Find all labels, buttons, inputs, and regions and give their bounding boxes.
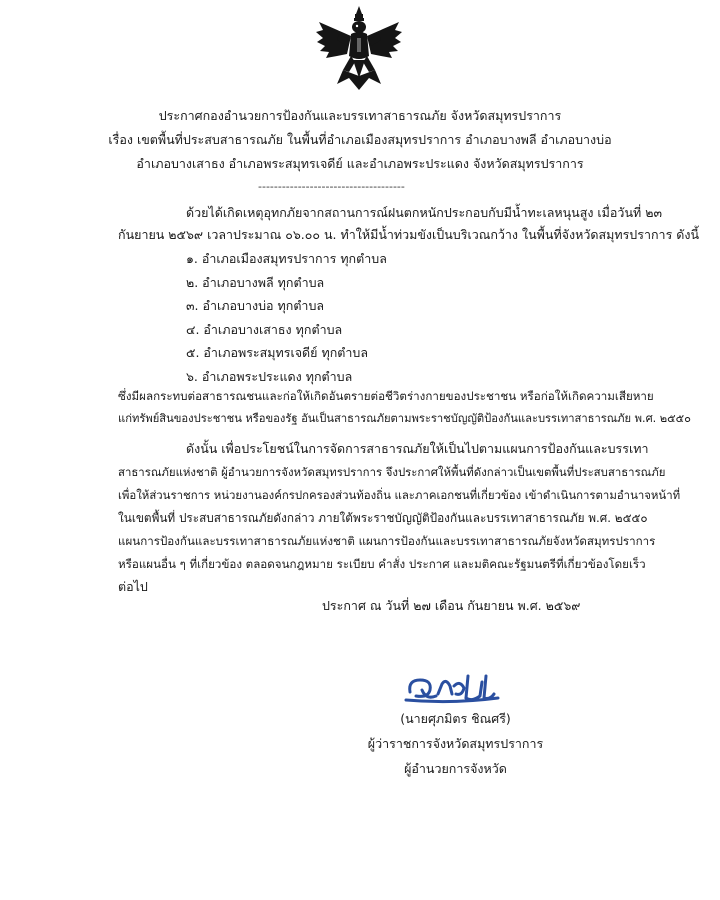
declaration-line-4: ในเขตพื้นที่ ประสบสาธารณภัยดังกล่าว ภายใต้พระราชบัญญัติป้องกันและบรรเทาสาธารณภัย พ.ศ. ๒๕๕๐ xyxy=(118,511,648,525)
declaration-line-3: เพื่อให้ส่วนราชการ หน่วยงานองค์กรปกครองส่วนท้องถิ่น และภาคเอกชนที่เกี่ยวข้อง เข้าดำเนินการตามอำนาจหน้าที่ xyxy=(118,488,681,502)
impact-line-2: แก่ทรัพย์สินของประชาชน หรือของรัฐ อันเป็นสาธารณภัยตามพระราชบัญญัติป้องกันและบรรเทาสาธารณภัย พ.ศ. ๒๕๕๐ xyxy=(118,412,691,425)
list-item: ๖. อำเภอพระประแดง ทุกตำบล xyxy=(186,368,353,384)
header-subject-line-1: เรื่อง เขตพื้นที่ประสบสาธารณภัย ในพื้นที่อำเภอเมืองสมุทรปราการ อำเภอบางพลี อำเภอบางบ่อ xyxy=(108,132,612,147)
header-separator: ------------------------------------- xyxy=(258,180,405,193)
declaration-line-1: ดังนั้น เพื่อประโยชน์ในการจัดการสาธารณภัยให้เป็นไปตามแผนการป้องกันและบรรเทา xyxy=(186,441,649,456)
header-subject-line-2: อำเภอบางเสาธง อำเภอพระสมุทรเจดีย์ และอำเภอพระประแดง จังหวัดสมุทรปราการ xyxy=(136,156,584,171)
list-item: ๒. อำเภอบางพลี ทุกตำบล xyxy=(186,274,325,290)
signer-name: (นายศุภมิตร ชิณศรี) xyxy=(400,711,511,726)
impact-line-1: ซึ่งมีผลกระทบต่อสาธารณชนและก่อให้เกิดอันตรายต่อชีวิตร่างกายของประชาชน หรือก่อให้เกิดความเสียหาย xyxy=(118,389,654,403)
declaration-line-7: ต่อไป xyxy=(118,579,148,594)
announcement-date: ประกาศ ณ วันที่ ๒๗ เดือน กันยายน พ.ศ. ๒๕๖๙ xyxy=(322,598,581,613)
list-item: ๕. อำเภอพระสมุทรเจดีย์ ทุกตำบล xyxy=(186,345,368,360)
declaration-line-6: หรือแผนอื่น ๆ ที่เกี่ยวข้อง ตลอดจนกฎหมาย ระเบียบ คำสั่ง ประกาศ และมติคณะรัฐมนตรีที่เกี่ยวข้องโดยเร็ว xyxy=(118,557,646,571)
signer-block xyxy=(348,706,563,781)
garuda-emblem-icon xyxy=(313,4,405,92)
list-item: ๑. อำเภอเมืองสมุทรปราการ ทุกตำบล xyxy=(186,251,387,266)
handwritten-signature xyxy=(402,668,512,706)
signer-title-governor: ผู้ว่าราชการจังหวัดสมุทรปราการ xyxy=(367,736,544,751)
announcement-header xyxy=(70,104,650,176)
header-title: ประกาศกองอำนวยการป้องกันและบรรเทาสาธารณภัย จังหวัดสมุทรปราการ xyxy=(158,108,562,123)
list-item: ๓. อำเภอบางบ่อ ทุกตำบล xyxy=(186,298,325,313)
declaration-line-5: แผนการป้องกันและบรรเทาสาธารณภัยแห่งชาติ แผนการป้องกันและบรรเทาสาธารณภัยจังหวัดสมุทรปราการ xyxy=(118,534,656,548)
intro-line-2: กันยายน ๒๕๖๙ เวลาประมาณ ๐๖.๐๐ น. ทำให้มีน้ำท่วมขังเป็นบริเวณกว้าง ในพื้นที่จังหวัดสมุทรปราการ ดังนี้ xyxy=(118,227,700,242)
signer-title-director: ผู้อำนวยการจังหวัด xyxy=(404,761,507,776)
intro-line-1: ด้วยได้เกิดเหตุอุทกภัยจากสถานการณ์ฝนตกหนักประกอบกับมีน้ำทะเลหนุนสูง เมื่อวันที่ ๒๓ xyxy=(186,205,662,220)
declaration-line-2: สาธารณภัยแห่งชาติ ผู้อำนวยการจังหวัดสมุทรปราการ จึงประกาศให้พื้นที่ดังกล่าวเป็นเขตพื้นที่ประสบสาธารณภัย xyxy=(118,465,666,479)
affected-area-list xyxy=(186,247,387,388)
list-item: ๔. อำเภอบางเสาธง ทุกตำบล xyxy=(186,321,343,337)
